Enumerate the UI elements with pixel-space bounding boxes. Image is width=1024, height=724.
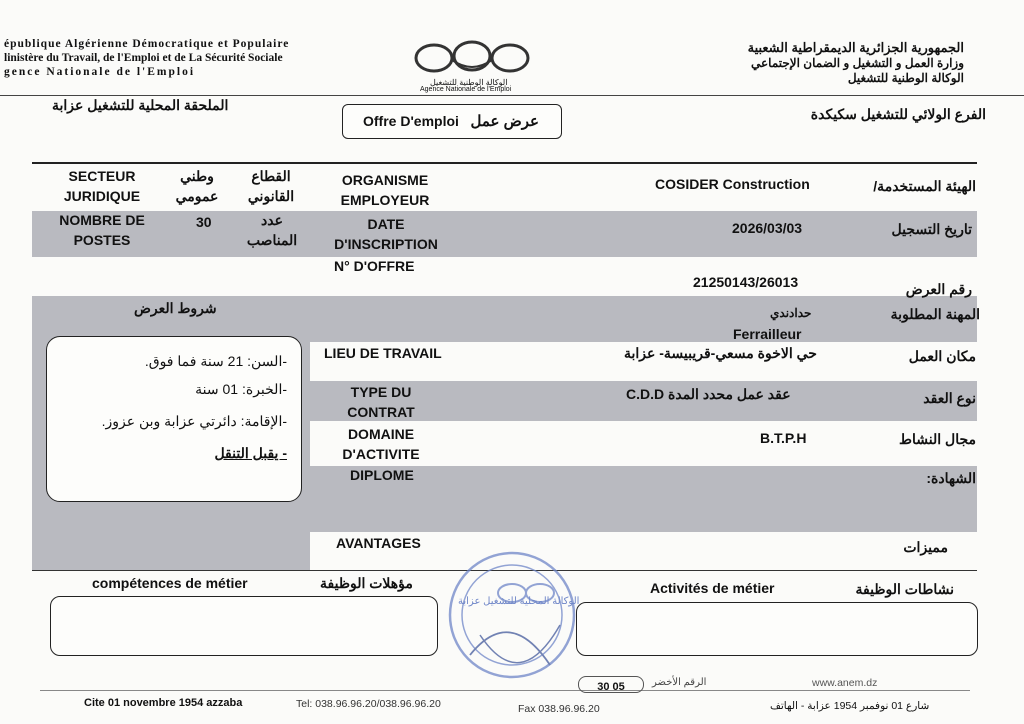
date-value: 2026/03/03 — [732, 220, 803, 236]
positions-value: 30 — [196, 214, 212, 230]
footer-line — [40, 690, 970, 691]
stamp-text: الوكالة المحلية للتشغيل عزابة — [458, 596, 580, 607]
activities-box — [576, 602, 978, 656]
header-ar-line-2: وزارة العمل و التشغيل و الضمان الإجتماعي — [751, 56, 964, 70]
diploma-label: DIPLOME — [350, 467, 414, 483]
header-fr-line-3: gence Nationale de l'Emploi — [4, 66, 196, 78]
conditions-box — [46, 336, 302, 502]
offer-no-label-ar: رقم العرض — [905, 281, 972, 297]
advantages-label: AVANTAGES — [336, 535, 421, 551]
green-number-label: الرقم الأخضر — [652, 677, 707, 688]
logo-caption-ar: الوكالة الوطنية للتشغيل — [430, 78, 508, 87]
header-ar-line-1: الجمهورية الجزائرية الديمقراطية الشعبية — [747, 40, 964, 55]
footer-address-fr: Cite 01 novembre 1954 azzaba — [84, 697, 243, 709]
contract-label-ar: نوع العقد — [923, 390, 976, 406]
positions-label-fr: NOMBRE DE POSTES — [59, 212, 145, 248]
sector-label-fr: SECTEUR JURIDIQUE — [63, 168, 141, 204]
anem-logo-icon — [412, 38, 532, 78]
condition-residence: -الإقامة: دائرتي عزابة وبن عزوز. — [101, 413, 287, 429]
band-date-row — [32, 211, 977, 257]
stamp-icon — [440, 545, 585, 685]
header-fr-line-2: linistère du Travail, de l'Emploi et de La Sécurité Sociale — [4, 52, 283, 64]
skills-label-fr: compétences de métier — [92, 575, 248, 591]
skills-label-ar: مؤهلات الوظيفة — [320, 575, 413, 591]
domain-label-ar: مجال النشاط — [899, 431, 976, 447]
footer-fax: Fax 038.96.96.20 — [518, 703, 600, 715]
activities-label-ar: نشاطات الوظيفة — [855, 581, 954, 597]
agency-left: الملحقة المحلية للتشغيل عزابة — [52, 97, 229, 113]
agency-right: الفرع الولائي للتشغيل سكيكدة — [810, 106, 986, 122]
date-label: DATE D'INSCRIPTION — [334, 216, 438, 252]
green-number-box — [578, 676, 644, 693]
profession-value-fr: Ferrailleur — [733, 326, 802, 342]
title-box — [342, 104, 562, 139]
advantages-label-ar: مميزات — [903, 539, 948, 555]
employer-label-ar: الهيئة المستخدمة/ — [873, 178, 976, 194]
workplace-label-ar: مكان العمل — [908, 348, 976, 364]
employer-value: COSIDER Construction — [655, 176, 810, 192]
footer-address-ar: شارع 01 نوفمبر 1954 عزابة - الهاتف — [770, 700, 930, 712]
footer-tel: Tel: 038.96.96.20/038.96.96.20 — [296, 698, 441, 710]
conditions-title: شروط العرض — [134, 300, 217, 316]
header-ar-line-3: الوكالة الوطنية للتشغيل — [847, 71, 964, 85]
domain-value: B.T.P.H — [760, 430, 807, 446]
diploma-label-ar: الشهادة: — [926, 470, 976, 486]
header-fr-line-1: épublique Algérienne Démocratique et Populaire — [4, 38, 290, 50]
contract-label: TYPE DU CONTRAT — [347, 384, 415, 420]
offer-no-value: 21250143/26013 — [693, 274, 799, 290]
profession-label-ar: المهنة المطلوبة — [890, 306, 980, 322]
table-top-line — [32, 162, 977, 164]
offer-no-label: N° D'OFFRE — [334, 258, 415, 274]
positions-label-ar: عدد المناصب — [246, 212, 298, 248]
condition-experience: -الخبرة: 01 سنة — [195, 381, 287, 397]
domain-label: DOMAINE D'ACTIVITE — [342, 426, 420, 462]
contract-value: عقد عمل محدد المدة C.D.D — [626, 386, 791, 402]
activities-label-fr: Activités de métier — [650, 580, 775, 596]
employer-label: ORGANISME EMPLOYEUR — [340, 172, 430, 208]
skills-box — [50, 596, 438, 656]
profession-value-ar: حدادندي — [770, 306, 812, 320]
sector-value: وطني عمومي — [175, 168, 219, 204]
band-profession-row — [310, 296, 977, 342]
workplace-value: حي الاخوة مسعي-قريبيسة- عزابة — [624, 345, 817, 361]
date-label-ar: تاريخ التسجيل — [891, 221, 972, 237]
workplace-label: LIEU DE TRAVAIL — [324, 345, 442, 361]
condition-mobility: - يقبل التنقل — [214, 445, 287, 461]
logo-caption-fr: Agence Nationale de l'Emploi — [420, 86, 512, 93]
sector-label-ar: القطاع القانوني — [247, 168, 295, 204]
header-divider — [0, 95, 1024, 96]
title-ar: عرض عمل — [470, 113, 539, 130]
title-fr: Offre D'emploi — [363, 113, 459, 129]
condition-age: -السن: 21 سنة فما فوق. — [144, 353, 287, 369]
footer-website[interactable]: www.anem.dz — [812, 677, 878, 689]
green-number: 30 05 — [597, 681, 625, 693]
